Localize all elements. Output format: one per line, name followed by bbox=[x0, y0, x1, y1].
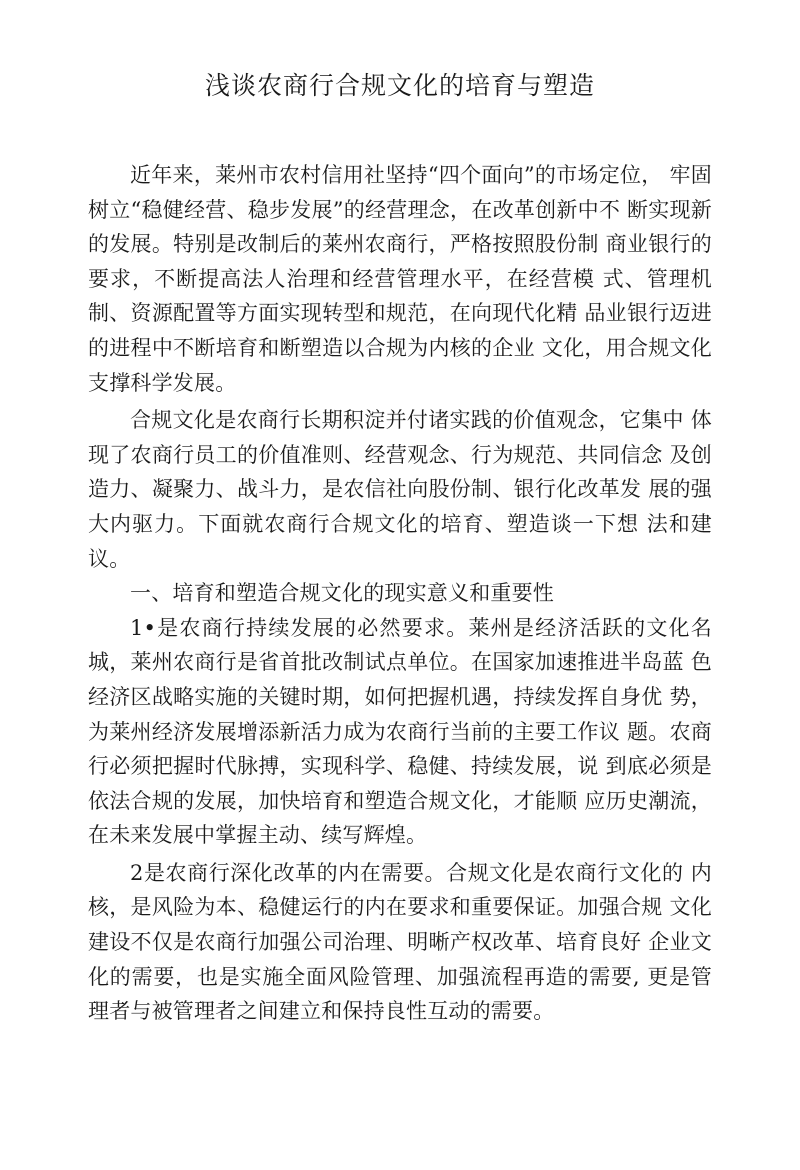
section-heading-significance: 一、培育和塑造合规文化的现实意义和重要性 bbox=[130, 581, 554, 606]
document-body bbox=[88, 158, 712, 1029]
point-sustainable-development: 1•是农商行持续发展的必然要求。莱州是经济活跃的文化名 城，莱州农商行是省首批改制试点单位。在国家加速推进半岛蓝 色经济区战略实施的关键时期，如何把握机遇，持续发挥自身优 势，为莱州经济发展增添新活力成为农商行当前的主要工作议 题。农商行必须把握时代脉搏，实现科学、稳健、持续发展，说 到底必须是依法合规的发展，加快培育和塑造合规文化，才能顺 应历史潮流，在未来发展中掌握主动、续写辉煌。 bbox=[88, 615, 712, 848]
point-deepening-reform: 2是农商行深化改革的内在需要。合规文化是农商行文化的 内核，是风险为本、稳健运行的内在要求和重要保证。加强合规 文化建设不仅是农商行加强公司治理、明晰产权改革、培育良好 企业文化的需要，也是实施全面风险管理、加强流程再造的需要, 更是管理者与被管理者之间建立和保持良性互动的需要。 bbox=[88, 860, 712, 1024]
paragraph-compliance-culture: 合规文化是农商行长期积淀并付诸实践的价值观念，它集中 体现了农商行员工的价值准则、经营观念、行为规范、共同信念 及创造力、凝聚力、战斗力，是农信社向股份制、银行化改革发 展的强大内驱力。下面就农商行合规文化的培育、塑造谈一下想 法和建议。 bbox=[88, 408, 712, 571]
document-title: 浅谈农商行合规文化的培育与塑造 bbox=[204, 71, 595, 100]
paragraph-intro: 近年来，莱州市农村信用社坚持“四个面向”的市场定位， 牢固树立“稳健经营、稳步发展”的经营理念，在改革创新中不 断实现新的发展。特别是改制后的莱州农商行，严格按照股份制 商业银行的要求，不断提高法人治理和经营管理水平，在经营模 式、管理机制、资源配置等方面实现转型和规范，在向现代化精 品业银行迈进的进程中不断培育和断塑造以合规为内核的企业 文化，用合规文化支撑科学发展。 bbox=[88, 163, 712, 395]
